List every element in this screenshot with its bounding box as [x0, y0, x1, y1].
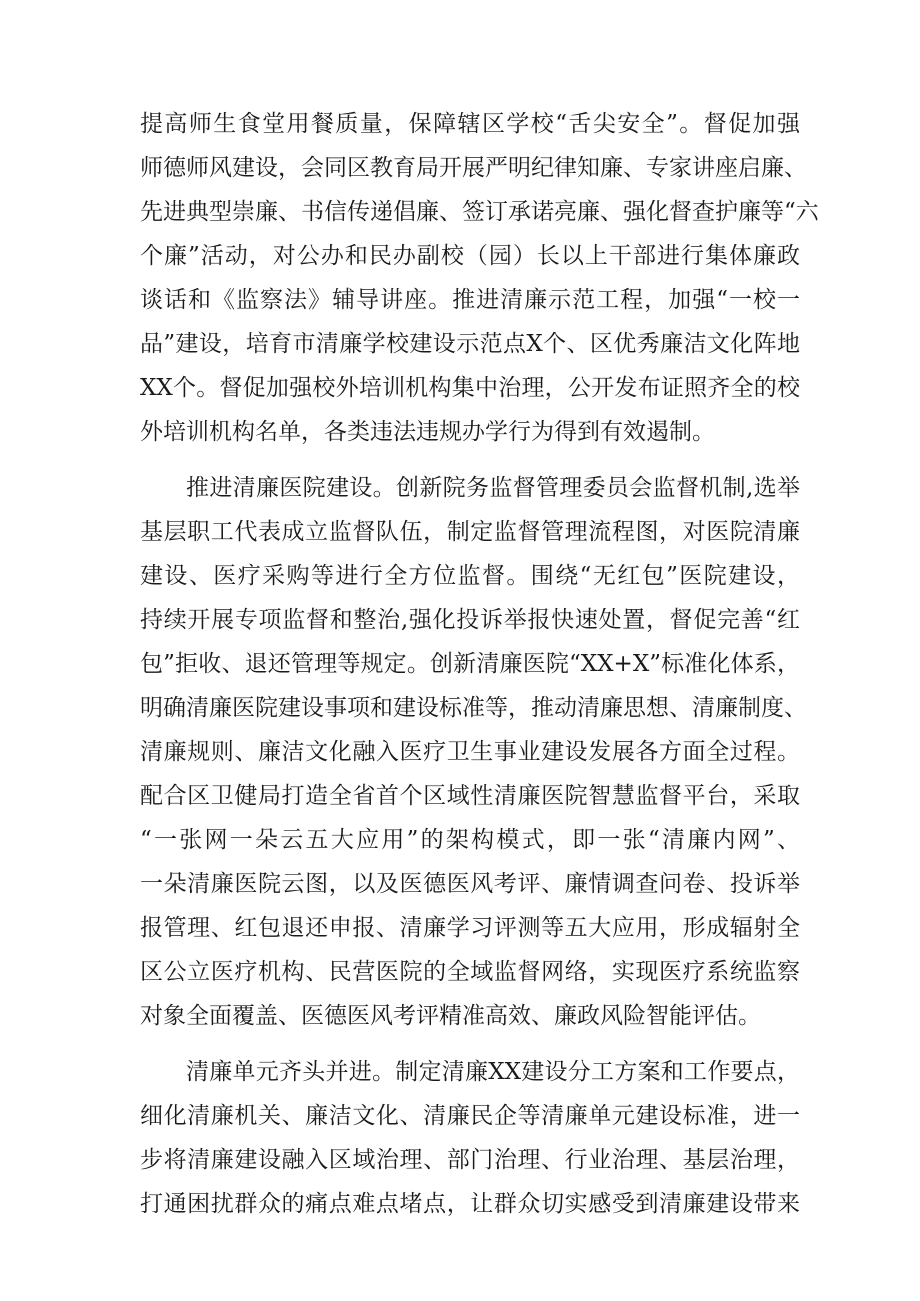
- text-line: 提高师生食堂用餐质量，保障辖区学校“舌尖安全”。督促加强: [140, 111, 800, 137]
- text-line: 清廉规则、廉洁文化融入医疗卫生事业建设发展各方面全过程。: [140, 739, 800, 765]
- text-line: 报管理、红包退还申报、清廉学习评测等五大应用，形成辐射全: [140, 915, 800, 941]
- text-line: “一张网一朵云五大应用”的架构模式，即一张“清廉内网”、: [140, 827, 800, 853]
- text-line: 配合区卫健局打造全省首个区域性清廉医院智慧监督平台，采取: [140, 783, 800, 809]
- text-line: 明确清廉医院建设事项和建设标准等，推动清廉思想、清廉制度、: [140, 695, 807, 721]
- text-line: 包”拒收、退还管理等规定。创新清廉医院“XX+X”标准化体系，: [140, 651, 800, 677]
- text-line: XX个。督促加强校外培训机构集中治理，公开发布证照齐全的校: [140, 375, 800, 401]
- text-line: 打通困扰群众的痛点难点堵点，让群众切实感受到清廉建设带来: [140, 1191, 800, 1217]
- text-line: 步将清廉建设融入区域治理、部门治理、行业治理、基层治理，: [140, 1147, 800, 1173]
- paragraph-school: [140, 102, 819, 454]
- text-line: 个廉”活动，对公办和民办副校（园）长以上干部进行集体廉政: [140, 243, 800, 269]
- text-line: 品”建设，培育市清廉学校建设示范点X个、区优秀廉洁文化阵地: [140, 331, 800, 357]
- paragraph-units: [140, 1050, 800, 1226]
- text-line: 一朵清廉医院云图，以及医德医风考评、廉情调查问卷、投诉举: [140, 871, 800, 897]
- text-line: 清廉单元齐头并进。制定清廉XX建设分工方案和工作要点，: [186, 1059, 800, 1085]
- text-line: 细化清廉机关、廉洁文化、清廉民企等清廉单元建设标准，进一: [140, 1103, 800, 1129]
- text-line: 先进典型崇廉、书信传递倡廉、签订承诺亮廉、强化督查护廉等“六: [140, 199, 819, 225]
- text-line: 持续开展专项监督和整治,强化投诉举报快速处置，督促完善“红: [140, 607, 800, 633]
- text-line: 基层职工代表成立监督队伍，制定监督管理流程图，对医院清廉: [140, 519, 800, 545]
- text-line: 外培训机构名单，各类违法违规办学行为得到有效遏制。: [140, 419, 715, 445]
- text-line: 区公立医疗机构、民营医院的全域监督网络，实现医疗系统监察: [140, 959, 800, 985]
- text-line: 对象全面覆盖、医德医风考评精准高效、廉政风险智能评估。: [140, 1003, 761, 1029]
- text-line: 谈话和《监察法》辅导讲座。推进清廉示范工程，加强“一校一: [140, 287, 800, 313]
- text-line: 建设、医疗采购等进行全方位监督。围绕“无红包”医院建设，: [140, 563, 800, 589]
- paragraph-hospital: [140, 466, 807, 1038]
- text-line: 推进清廉医院建设。创新院务监督管理委员会监督机制,选举: [186, 475, 800, 501]
- body-text: [140, 102, 819, 1226]
- text-line: 师德师风建设，会同区教育局开展严明纪律知廉、专家讲座启廉、: [140, 155, 807, 181]
